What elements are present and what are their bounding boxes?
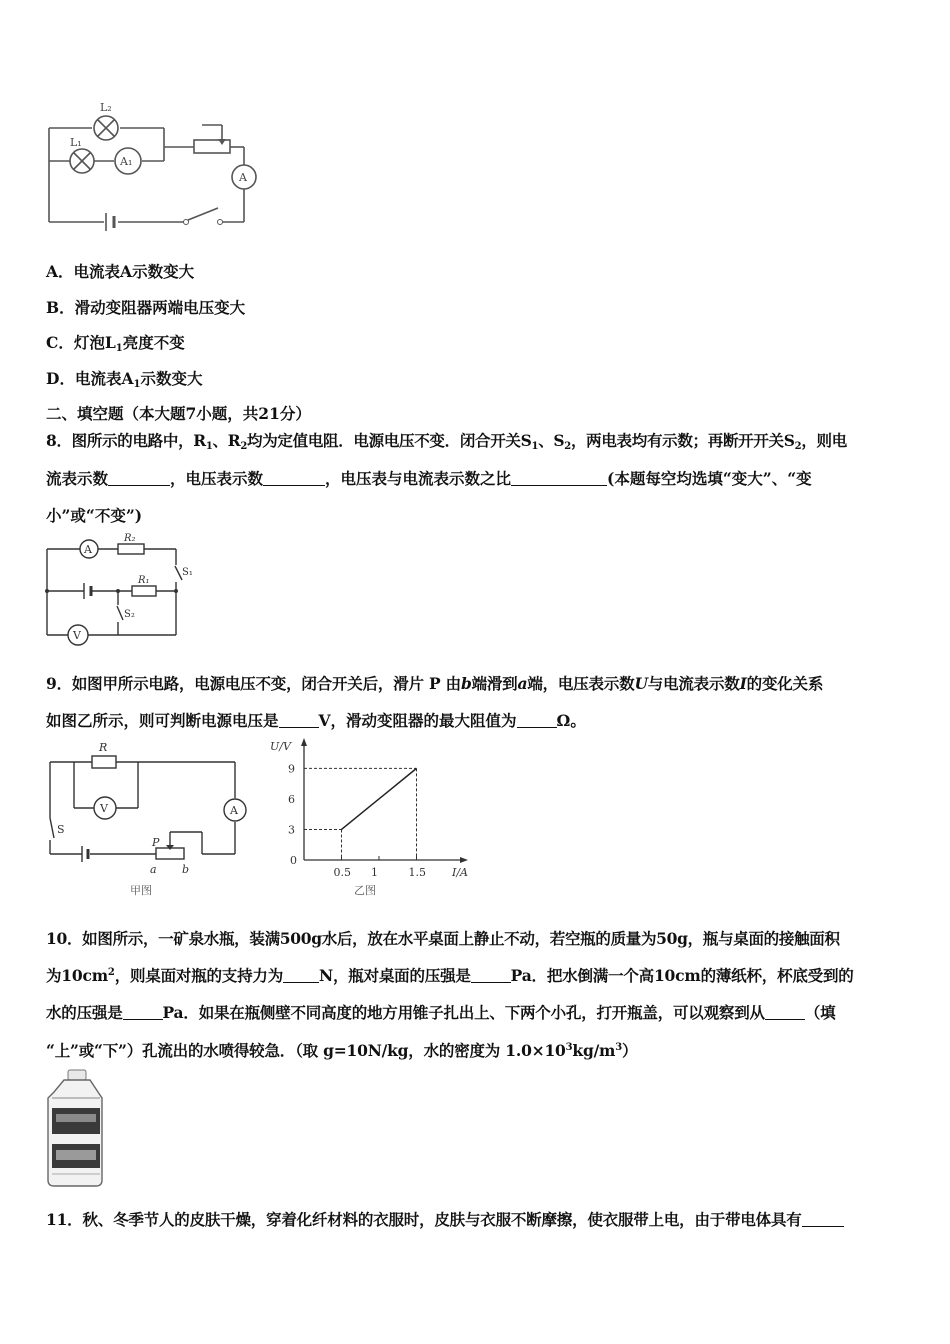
y-axis-label: U/V xyxy=(270,740,291,753)
y-tick-label: 6 xyxy=(288,792,295,806)
q9-label-v: V xyxy=(100,802,108,815)
q8-line-1: 8．图所示的电路中，$R_1$、$R_2$均为定值电阻．电源电压不变．闭合开关$S_1$、$S_2$，两电表均有示数；再断开开关$S_2$，则电 xyxy=(46,431,847,452)
q9-circuit-diagram xyxy=(42,740,252,900)
q7-label-a: A xyxy=(239,171,247,184)
q8-label-a: A xyxy=(84,543,92,556)
q10-blank-1[interactable] xyxy=(283,968,319,983)
y-axis-arrow xyxy=(301,738,307,746)
q10-blank-3[interactable] xyxy=(123,1005,163,1020)
q8-label-r1: R₁ xyxy=(138,575,150,586)
q9-blank-1[interactable] xyxy=(279,713,319,728)
q9-label-a: A xyxy=(230,804,238,817)
q9-blank-2[interactable] xyxy=(517,713,557,728)
q8-label-s2: S₂ xyxy=(124,609,135,620)
q9-label-b-end: b xyxy=(182,863,190,876)
q7-option-a: A．电流表A示数变大 xyxy=(46,262,195,281)
q8-line-2: 流表示数 ，电压表示数 ，电压表与电流表示数之比 (本题每空均选填“变大”、“变 xyxy=(46,469,812,488)
q8-line-3: 小”或“不变”) xyxy=(46,506,143,525)
series-line xyxy=(342,768,417,829)
q9-label-s: S xyxy=(57,823,65,836)
q10-bottle-image xyxy=(44,1068,110,1188)
q10-line-2: 为$10cm^2$，则桌面对瓶的支持力为 N，瓶对桌面的压强是 Pa．把水倒满一个高10cm的薄纸杯，杯底受到的 xyxy=(46,966,854,985)
q7-option-b: B．滑动变阻器两端电压变大 xyxy=(46,298,246,317)
q8-label-v: V xyxy=(73,629,81,642)
section-title: 二、填空题（本大题7小题，共21分） xyxy=(46,404,311,423)
q11-blank-1[interactable] xyxy=(802,1212,844,1227)
q10-blank-4[interactable] xyxy=(765,1005,805,1020)
q8-blank-3[interactable] xyxy=(511,471,607,486)
y-tick-label: 9 xyxy=(288,762,295,776)
x-axis-label: I/A xyxy=(452,866,468,879)
q9-label-a-end: a xyxy=(150,863,157,876)
q8-label-r2: R₂ xyxy=(124,533,136,544)
q11-line-1: 11．秋、冬季节人的皮肤干燥，穿着化纤材料的衣服时，皮肤与衣服不断摩擦，使衣服带上电，由于带电体具有 xyxy=(46,1208,844,1230)
x-tick-label: 0.5 xyxy=(333,866,351,879)
q7-label-a1: A₁ xyxy=(120,155,133,168)
q8-blank-1[interactable] xyxy=(108,471,170,486)
q9-line-2: 如图乙所示，则可判断电源电压是 V，滑动变阻器的最大阻值为 Ω。 xyxy=(46,711,586,730)
q8-blank-2[interactable] xyxy=(263,471,325,486)
q9-label-p: P xyxy=(152,836,160,849)
y-tick-label: 3 xyxy=(288,823,295,837)
q9-caption-jia: 甲图 xyxy=(130,884,152,897)
q7-label-l1: L₁ xyxy=(70,136,82,149)
x-axis-arrow xyxy=(460,857,468,863)
q7-option-d: D．电流表$A_1$示数变大 xyxy=(46,369,203,390)
q10-line-4: “上”或“下”）孔流出的水喷得较急．（取 g=10N/kg，水的密度为 $1.0\times 10^3kg/m^3$） xyxy=(46,1041,638,1060)
q7-circuit-diagram xyxy=(44,95,264,235)
q9-ui-chart xyxy=(262,740,468,900)
q7-option-c: C．灯泡$L_1$亮度不变 xyxy=(46,333,185,354)
origin-label: 0 xyxy=(290,854,297,867)
q8-circuit-diagram xyxy=(44,535,194,645)
q8-label-s1: S₁ xyxy=(182,567,193,578)
q9-line-1: 9．如图甲所示电路，电源电压不变，闭合开关后，滑片 P 由b端滑到a端，电压表示数U与电流表示数I的变化关系 xyxy=(46,674,824,693)
q7-label-l2: L₂ xyxy=(100,101,112,114)
q10-blank-2[interactable] xyxy=(471,968,511,983)
q10-line-3: 水的压强是 Pa．如果在瓶侧壁不同高度的地方用锥子扎出上、下两个小孔，打开瓶盖，可以观察到从 （填 xyxy=(46,1003,836,1022)
q9-label-r: R xyxy=(99,741,108,754)
q10-line-1: 10．如图所示，一矿泉水瓶，装满500g水后，放在水平桌面上静止不动，若空瓶的质量为50g，瓶与桌面的接触面积 xyxy=(46,929,840,948)
x-tick-label: 1 xyxy=(371,866,378,879)
x-tick-label: 1.5 xyxy=(408,866,426,879)
chart-caption: 乙图 xyxy=(354,884,376,897)
